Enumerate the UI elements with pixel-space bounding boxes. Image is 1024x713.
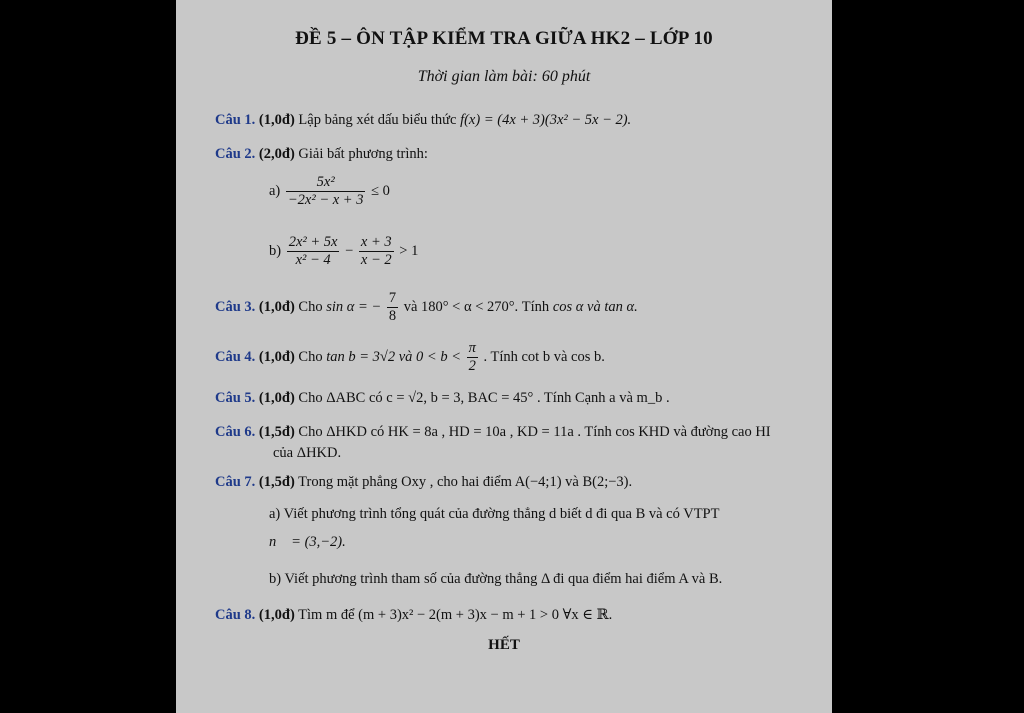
exam-title: ĐỀ 5 – ÔN TẬP KIỂM TRA GIỮA HK2 – LỚP 10 bbox=[295, 28, 713, 49]
question-label: Câu 4. bbox=[215, 348, 256, 365]
end-marker: HẾT bbox=[488, 637, 520, 653]
question-6-continued: của ΔHKD. bbox=[273, 445, 342, 461]
exam-duration: Thời gian làm bài: 60 phút bbox=[417, 68, 591, 85]
question-points: (1,5đ) bbox=[258, 424, 295, 440]
normal-vector: n⃗ = (3,−2). bbox=[269, 534, 346, 550]
denominator: x² − 4 bbox=[295, 252, 331, 268]
exam-paper bbox=[176, 0, 832, 713]
question-6 bbox=[215, 423, 771, 441]
question-text: . Tính cot b và cos b. bbox=[483, 348, 605, 365]
inequality-rhs: > 1 bbox=[399, 242, 419, 259]
numerator: 7 bbox=[388, 290, 397, 306]
question-text: Cho ΔHKD có HK = 8a , HD = 10a , KD = 11a . Tính cos KHD và đường cao HI bbox=[298, 424, 771, 440]
question-text: và 180° < α < 270°. Tính bbox=[403, 298, 550, 315]
question-3 bbox=[215, 290, 638, 325]
minus-sign: − bbox=[345, 242, 354, 259]
question-points: (1,0đ) bbox=[258, 298, 295, 315]
math-expression: sin α = − bbox=[326, 298, 382, 315]
question-text: Cho ΔABC có c = √2, b = 3, BAC = 45° . Tính Cạnh a và m_b . bbox=[298, 390, 670, 406]
question-text: Giải bất phương trình: bbox=[298, 146, 428, 162]
question-label: Câu 7. bbox=[215, 474, 256, 490]
question-text: Cho bbox=[298, 298, 323, 315]
question-points: (1,0đ) bbox=[258, 112, 295, 128]
question-text: Lập bảng xét dấu biểu thức bbox=[298, 112, 457, 128]
question-2 bbox=[215, 145, 428, 163]
math-expression: f(x) = (4x + 3)(3x² − 5x − 2). bbox=[460, 112, 632, 128]
denominator: x − 2 bbox=[360, 252, 392, 268]
math-expression: tan b = 3√2 và 0 < b < bbox=[326, 348, 461, 365]
fraction bbox=[467, 340, 478, 375]
fraction bbox=[287, 234, 340, 269]
question-label: Câu 8. bbox=[215, 607, 256, 623]
question-points: (1,5đ) bbox=[258, 474, 295, 490]
question-text: Trong mặt phẳng Oxy , cho hai điểm A(−4;1) và B(2;−3). bbox=[298, 474, 633, 490]
question-8 bbox=[215, 606, 612, 624]
question-1 bbox=[215, 111, 631, 129]
fraction bbox=[387, 290, 398, 325]
question-label: Câu 5. bbox=[215, 390, 256, 406]
question-7b: b) Viết phương trình tham số của đường thẳng Δ đi qua điểm hai điểm A và B. bbox=[269, 571, 723, 587]
question-label: Câu 1. bbox=[215, 112, 256, 128]
denominator: 8 bbox=[388, 308, 397, 324]
denominator: 2 bbox=[468, 358, 476, 374]
question-text: Cho bbox=[298, 348, 323, 365]
numerator: 5x² bbox=[286, 174, 366, 192]
question-text: Tìm m để (m + 3)x² − 2(m + 3)x − m + 1 > 0 ∀x ∈ ℝ. bbox=[298, 607, 613, 623]
question-points: (1,0đ) bbox=[258, 390, 295, 406]
inequality-rhs: ≤ 0 bbox=[371, 182, 390, 199]
question-2a bbox=[269, 174, 390, 209]
question-7a: a) Viết phương trình tổng quát của đường thẳng d biết d đi qua B và có VTPT bbox=[269, 506, 720, 522]
fraction bbox=[359, 234, 394, 269]
question-7 bbox=[215, 473, 632, 491]
question-2b bbox=[269, 234, 418, 269]
numerator: x + 3 bbox=[360, 234, 392, 250]
numerator: 2x² + 5x bbox=[288, 234, 338, 250]
question-points: (1,0đ) bbox=[258, 348, 295, 365]
question-points: (2,0đ) bbox=[258, 146, 295, 162]
part-label: b) bbox=[269, 242, 282, 259]
question-4 bbox=[215, 340, 605, 375]
question-points: (1,0đ) bbox=[258, 607, 295, 623]
question-label: Câu 6. bbox=[215, 424, 256, 440]
numerator: π bbox=[468, 340, 476, 356]
question-label: Câu 2. bbox=[215, 146, 256, 162]
denominator: −2x² − x + 3 bbox=[287, 192, 364, 208]
fraction bbox=[286, 174, 366, 209]
question-5 bbox=[215, 389, 670, 407]
math-expression: cos α và tan α. bbox=[552, 298, 638, 315]
part-label: a) bbox=[269, 182, 281, 199]
question-label: Câu 3. bbox=[215, 298, 256, 315]
